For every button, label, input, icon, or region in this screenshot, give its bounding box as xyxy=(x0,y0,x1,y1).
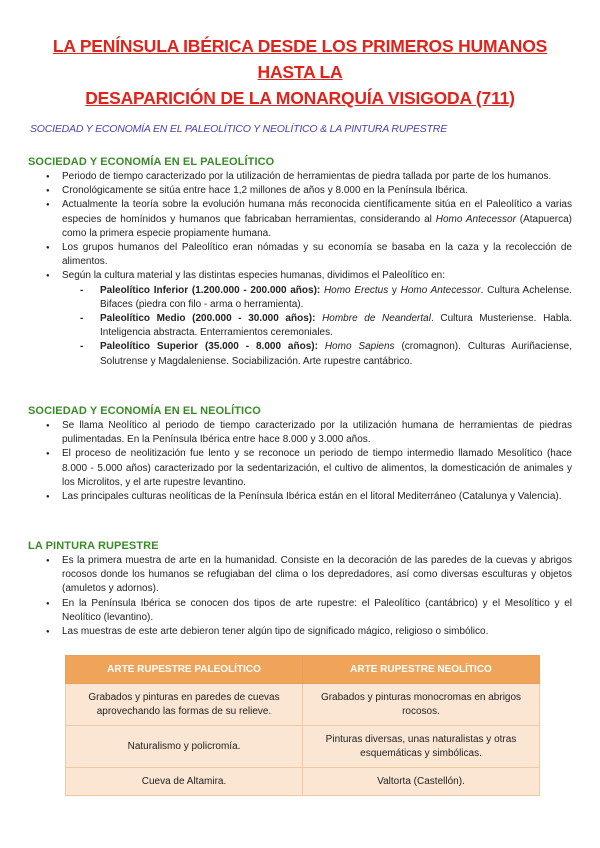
species-name: Homo Erectus xyxy=(320,284,389,296)
heading-pintura-rupestre: LA PINTURA RUPESTRE xyxy=(28,540,159,552)
table-row xyxy=(66,684,540,726)
title-line-2: DESAPARICIÓN DE LA MONARQUÍA VISIGODA (711) xyxy=(85,88,515,108)
bullet-text: Se llama Neolítico al periodo de tiempo caracterizado por la utilización humana de herramientas de piedras pulimentadas. En la Península Ibérica entre hace 8.000 y 3.000 años. xyxy=(62,420,572,446)
period-text: . Cultura Musteriense. Habla. Inteligencia abstracta. Enterramientos ceremoniales. xyxy=(100,313,572,339)
list-item xyxy=(37,597,572,625)
page-title xyxy=(30,33,570,111)
table-row xyxy=(66,726,540,768)
period-label: Paleolítico Inferior (1.200.000 - 200.000 años): xyxy=(100,284,321,296)
table-cell: Grabados y pinturas en paredes de cuevas aprovechando las formas de su relieve. xyxy=(66,684,303,726)
title-line-1: LA PENÍNSULA IBÉRICA DESDE LOS PRIMEROS HUMANOS HASTA LA xyxy=(52,36,548,82)
bullet-text: Actualmente la teoría sobre la evolución humana más reconocida científicamente sitúa en el Paleolítico a varias especies de homínidos y humanos que fabricaban herramientas, considerando al xyxy=(62,199,572,225)
list-item xyxy=(37,625,572,639)
period-label: Paleolítico Medio (200.000 - 30.000 años): xyxy=(100,313,316,325)
heading-neolitico: SOCIEDAD Y ECONOMÍA EN EL NEOLÍTICO xyxy=(28,405,261,417)
table-cell: Valtorta (Castellón). xyxy=(303,768,540,796)
species-name: Hombre de Neandertal xyxy=(315,313,431,325)
list-neolitico xyxy=(37,419,572,504)
bullet-text: (Atapuerca) como la primera especie propiamente humana. xyxy=(62,213,573,239)
species-name: Homo Antecessor xyxy=(400,284,481,296)
bullet-text: Las muestras de este arte debieron tener algún tipo de significado mágico, religioso o simbólico. xyxy=(62,626,489,638)
table-header-row xyxy=(66,656,540,684)
sub-item-medio xyxy=(62,312,572,340)
list-item xyxy=(37,490,572,504)
list-item xyxy=(37,447,572,490)
period-text: . Cultura Achelense. Bifaces (piedra con filo - arma o herramienta). xyxy=(100,284,573,310)
table-header-neolitico: ARTE RUPESTRE NEOLÍTICO xyxy=(303,656,540,684)
list-item xyxy=(37,554,572,597)
period-text: (cromagnon). Culturas Auriñaciense, Solutrense y Magdaleniense. Sociabilización. Arte rupestre cantábrico. xyxy=(100,341,572,367)
species-name: Homo Antecessor xyxy=(435,213,516,225)
list-item xyxy=(37,241,572,269)
bullet-text: Es la primera muestra de arte en la humanidad. Consiste en la decoración de las paredes de la cuevas y abrigos rocosos donde los humanos se refugiaban del clima o los depredadores, así como diversas esculturas y objetos (amuletos y adornos). xyxy=(62,555,572,595)
bullet-text: En la Península Ibérica se conocen dos tipos de arte rupestre: el Paleolítico (cantábrico) y el Mesolítico y el Neolítico (levantino). xyxy=(62,597,572,623)
heading-paleolitico: SOCIEDAD Y ECONOMÍA EN EL PALEOLÍTICO xyxy=(28,156,275,168)
bullet-text: Según la cultura material y las distintas especies humanas, dividimos el Paleolítico en: xyxy=(62,270,445,282)
section-subtitle: SOCIEDAD Y ECONOMÍA EN EL PALEOLÍTICO Y NEOLÍTICO & LA PINTURA RUPESTRE xyxy=(30,123,447,135)
connector-text: y xyxy=(388,284,401,296)
list-item xyxy=(37,184,572,198)
list-item xyxy=(37,198,572,241)
table-row xyxy=(66,768,540,796)
species-name: Homo Sapiens xyxy=(317,341,395,353)
table-cell: Pinturas diversas, unas naturalistas y otras esquemáticas y simbólicas. xyxy=(303,726,540,768)
list-item xyxy=(37,170,572,184)
table-cell: Naturalismo y policromía. xyxy=(66,726,303,768)
bullet-text: Cronológicamente se sitúa entre hace 1,2 millones de años y 8.000 en la Península Ibérica. xyxy=(62,185,468,197)
bullet-text: Las principales culturas neolíticas de la Península Ibérica están en el litoral Mediterráneo (Catalunya y Valencia). xyxy=(62,491,562,503)
period-label: Paleolítico Superior (35.000 - 8.000 años): xyxy=(100,341,318,353)
list-item xyxy=(37,419,572,447)
sub-list-periods xyxy=(62,284,572,369)
table-header-paleolitico: ARTE RUPESTRE PALEOLÍTICO xyxy=(66,656,303,684)
comparison-table xyxy=(65,655,540,796)
bullet-text: El proceso de neolitización fue lento y se reconoce un periodo de tiempo intermedio llamado Mesolítico (hace 8.000 - 5.000 años) caracterizado por la sedentarización, el cultivo de alimentos, la domesticación de animales y los Microlitos, y el arte rupestre levantino. xyxy=(62,448,572,488)
bullet-text: Periodo de tiempo caracterizado por la utilización de herramientas de piedra tallada por parte de los humanos. xyxy=(62,171,552,182)
list-paleolitico xyxy=(37,170,572,369)
sub-item-inferior xyxy=(62,284,572,312)
table-cell: Cueva de Altamira. xyxy=(66,768,303,796)
sub-item-superior xyxy=(62,340,572,368)
list-item xyxy=(37,269,572,368)
list-pintura xyxy=(37,554,572,639)
bullet-text: Los grupos humanos del Paleolítico eran nómadas y su economía se basaba en la caza y la recolección de alimentos. xyxy=(62,242,572,268)
table-cell: Grabados y pinturas monocromas en abrigos rocosos. xyxy=(303,684,540,726)
